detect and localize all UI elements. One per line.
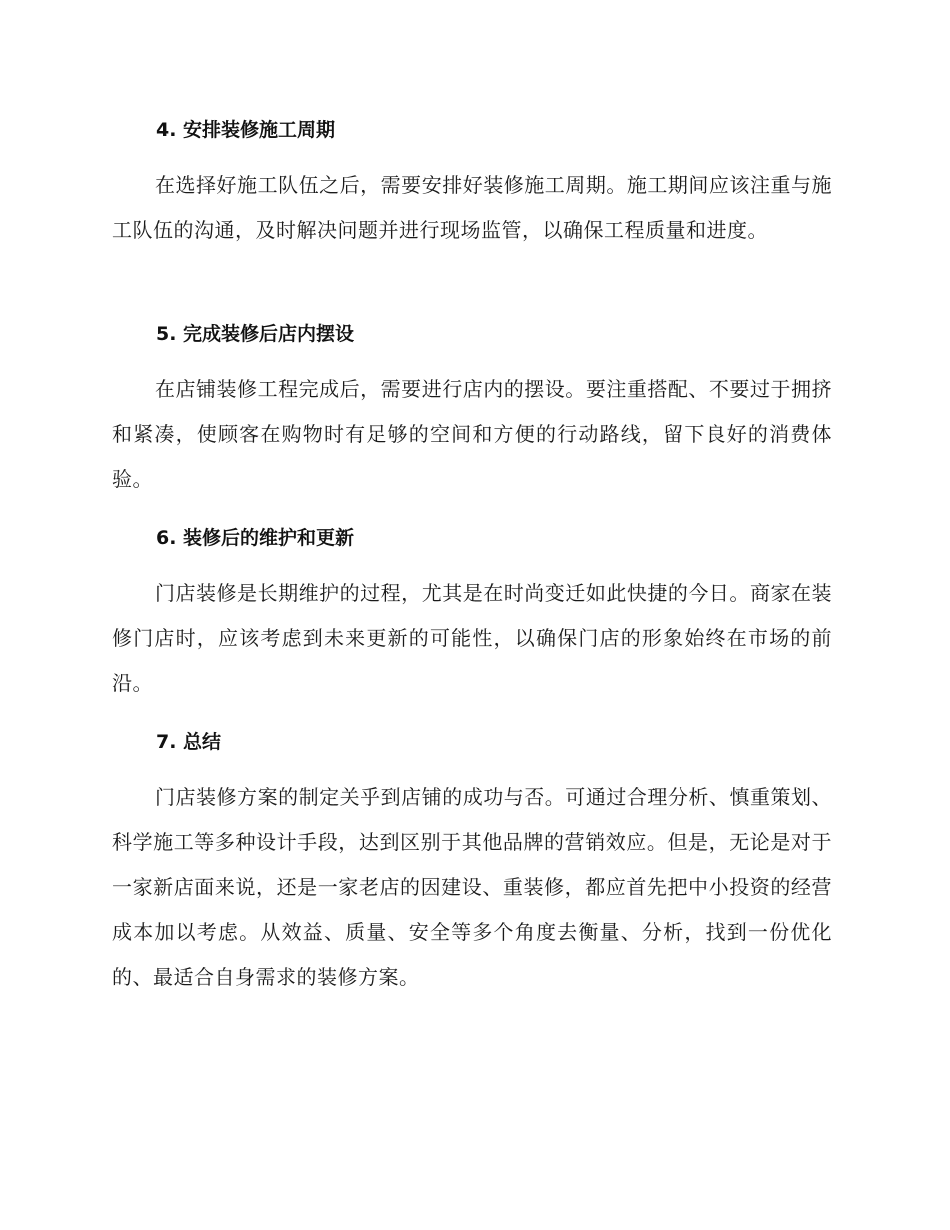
section-interior-layout (112, 321, 832, 502)
section-paragraph: 在选择好施工队伍之后，需要安排好装修施工周期。施工期间应该注重与施工队伍的沟通，及时解决问题并进行现场监管，以确保工程质量和进度。 (112, 173, 832, 242)
section-summary (112, 729, 832, 1000)
section-heading: 6. 装修后的维护和更新 (156, 527, 355, 549)
section-heading: 7. 总结 (156, 731, 222, 753)
section-paragraph: 门店装修是长期维护的过程，尤其是在时尚变迁如此快捷的今日。商家在装修门店时，应该考虑到未来更新的可能性，以确保门店的形象始终在市场的前沿。 (112, 581, 832, 695)
section-schedule (112, 117, 832, 253)
section-paragraph: 门店装修方案的制定关乎到店铺的成功与否。可通过合理分析、慎重策划、科学施工等多种设计手段，达到区别于其他品牌的营销效应。但是，无论是对于一家新店面来说，还是一家老店的因建设、重装修，都应首先把中小投资的经营成本加以考虑。从效益、质量、安全等多个角度去衡量、分析，找到一份优化的、最适合自身需求的装修方案。 (112, 785, 832, 989)
section-paragraph: 在店铺装修工程完成后，需要进行店内的摆设。要注重搭配、不要过于拥挤和紧凑，使顾客在购物时有足够的空间和方便的行动路线，留下良好的消费体验。 (112, 377, 832, 491)
section-maintenance (112, 525, 832, 706)
section-heading: 5. 完成装修后店内摆设 (156, 323, 355, 345)
section-heading: 4. 安排装修施工周期 (156, 119, 336, 141)
